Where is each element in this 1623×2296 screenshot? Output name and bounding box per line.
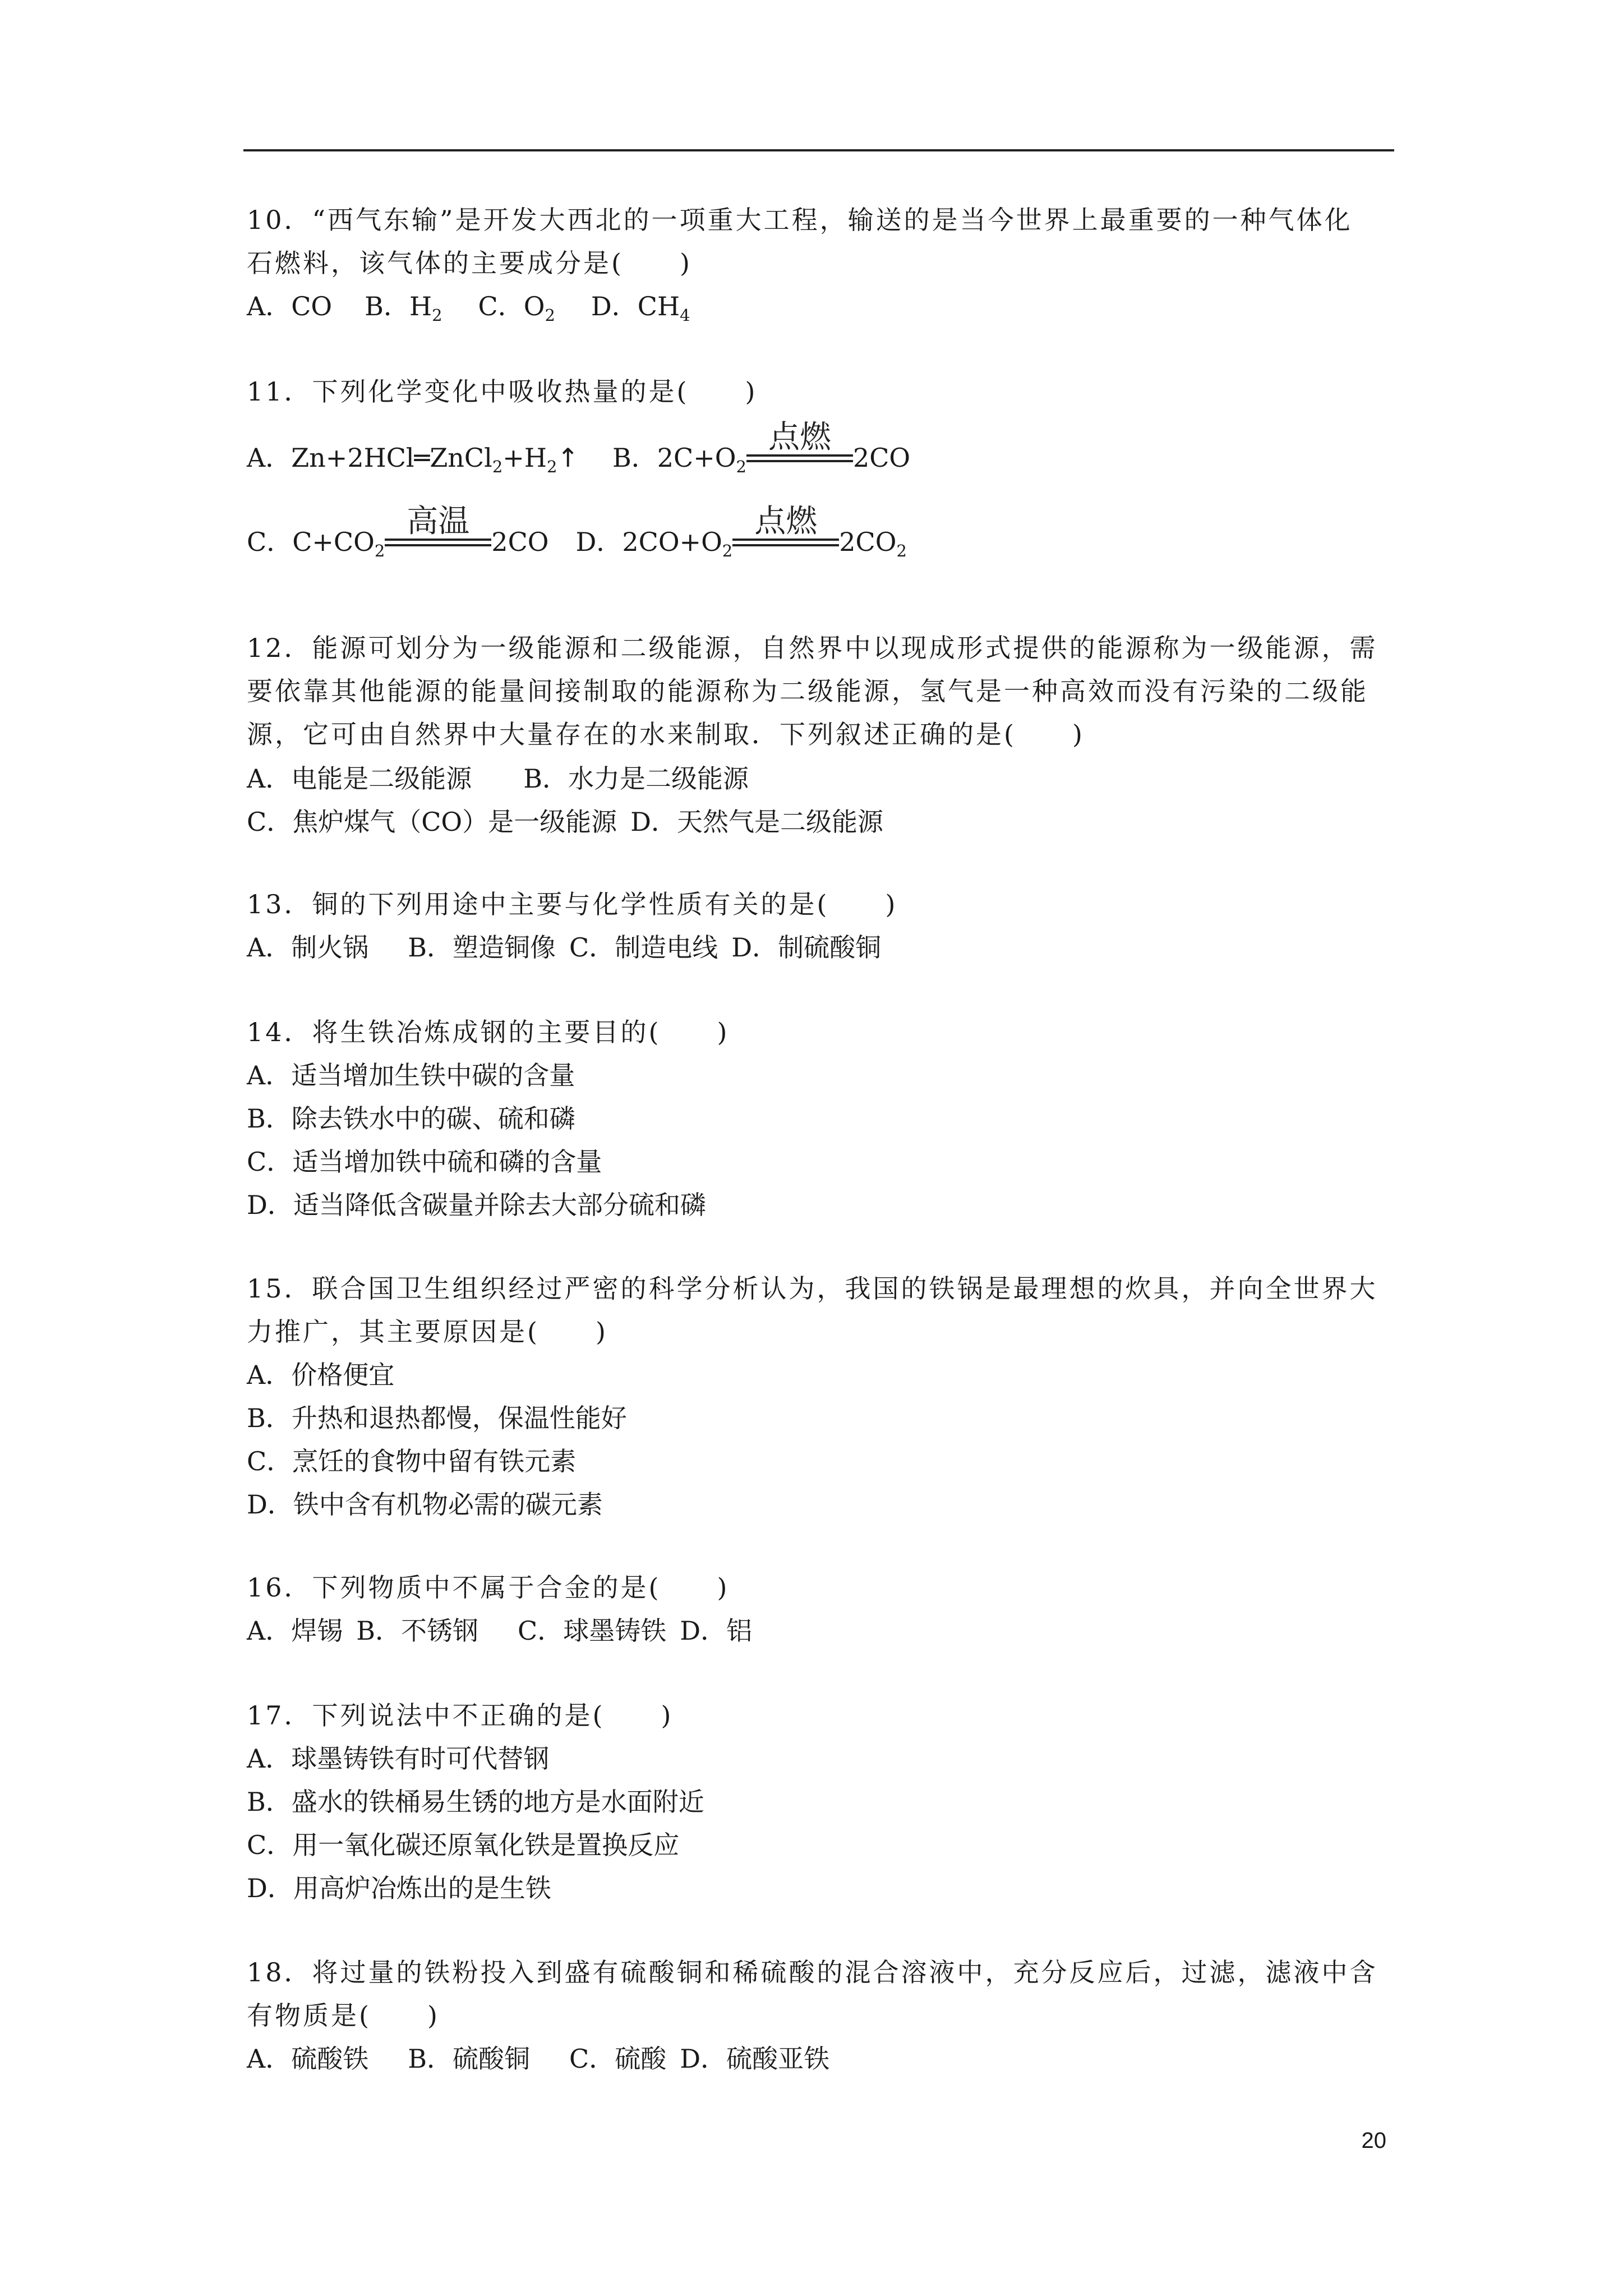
- option-d: D．$2CO+O_2$ 点燃 $2CO_2$: [575, 503, 907, 560]
- option-d: D．铝: [680, 1616, 753, 1646]
- option-b: B．$H_2$: [365, 291, 442, 325]
- option-a: A．电能是二级能源: [247, 763, 472, 794]
- question-stem: 源，它可由自然界中大量存在的水来制取．下列叙述正确的是( ): [247, 719, 1085, 749]
- option-c: C．$C+CO_2$ 高温 2CO: [247, 503, 549, 560]
- question-stem: 10．“西气东输”是开发大西北的一项重大工程，输送的是当今世界上最重要的一种气体化: [247, 205, 1353, 235]
- options-row: [247, 419, 911, 476]
- option-a: A．硫酸铁: [247, 2044, 369, 2074]
- option-b: B．升热和退热都慢，保温性能好: [247, 1403, 627, 1433]
- option-c: C．焦炉煤气（CO）是一级能源: [247, 807, 617, 837]
- option-d: D．天然气是二级能源: [630, 807, 883, 837]
- up-arrow-icon: ↑: [557, 443, 579, 473]
- option-d: D．制硫酸铜: [731, 932, 882, 963]
- question-stem: 石燃料，该气体的主要成分是( ): [247, 248, 692, 278]
- option-a: A．焊锡: [247, 1616, 343, 1646]
- options-row: [247, 762, 749, 795]
- option-b: B．塑造铜像: [408, 932, 556, 963]
- question-stem: 14．将生铁冶炼成钢的主要目的( ): [247, 1017, 730, 1047]
- question-stem: 要依靠其他能源的能量间接制取的能源称为二级能源，氢气是一种高效而没有污染的二级能: [247, 676, 1368, 706]
- reaction-condition: 点燃: [746, 441, 853, 475]
- options-row: [247, 2042, 829, 2076]
- question-stem: 12．能源可划分为一级能源和二级能源，自然界中以现成形式提供的能源称为一级能源，需: [247, 633, 1378, 663]
- options-row: [247, 289, 690, 323]
- option-a: A．价格便宜: [247, 1360, 395, 1390]
- options-row: [247, 805, 883, 839]
- page-number: 20: [1361, 2128, 1386, 2153]
- option-b: B．$2C+O_2$ 点燃 2CO: [612, 419, 911, 476]
- option-a: A．$Zn+2HCl═ZnCl_2+H_2↑$: [247, 443, 579, 476]
- question-stem: 13．铜的下列用途中主要与化学性质有关的是( ): [247, 889, 898, 919]
- option-d: D．适当降低含碳量并除去大部分硫和磷: [247, 1190, 706, 1220]
- option-d: D．铁中含有机物必需的碳元素: [247, 1489, 603, 1520]
- option-d: D．硫酸亚铁: [680, 2044, 830, 2074]
- question-stem: 17．下列说法中不正确的是( ): [247, 1700, 674, 1731]
- question-stem: 16．下列物质中不属于合金的是( ): [247, 1572, 730, 1603]
- option-c: C．硫酸: [569, 2044, 667, 2074]
- option-c: C．制造电线: [569, 932, 718, 963]
- option-c: C．烹饪的食物中留有铁元素: [247, 1446, 577, 1476]
- option-c: C．适当增加铁中硫和磷的含量: [247, 1147, 602, 1177]
- option-a: A．制火锅: [247, 932, 369, 963]
- option-b: B．盛水的铁桶易生锈的地方是水面附近: [247, 1787, 704, 1817]
- question-stem: 18．将过量的铁粉投入到盛有硫酸铜和稀硫酸的混合溶液中，充分反应后，过滤，滤液中含: [247, 1957, 1378, 1987]
- option-c: C．用一氧化碳还原氧化铁是置换反应: [247, 1830, 680, 1860]
- question-stem: 15．联合国卫生组织经过严密的科学分析认为，我国的铁锅是最理想的炊具，并向全世界大: [247, 1273, 1378, 1304]
- question-stem: 有物质是( ): [247, 2000, 440, 2031]
- reaction-condition: 高温: [385, 525, 491, 559]
- option-d: D．$CH_4$: [591, 291, 690, 325]
- question-stem: 力推广，其主要原因是( ): [247, 1317, 608, 1347]
- options-row: [247, 1614, 752, 1648]
- option-b: B．水力是二级能源: [523, 763, 749, 794]
- options-row: [247, 503, 907, 560]
- option-d: D．用高炉冶炼出的是生铁: [247, 1873, 551, 1903]
- option-a: A．球墨铸铁有时可代替钢: [247, 1743, 550, 1774]
- option-b: B．硫酸铜: [408, 2044, 531, 2074]
- option-a: A．适当增加生铁中碳的含量: [247, 1060, 575, 1091]
- option-b: B．不锈钢: [356, 1616, 479, 1646]
- header-rule: [243, 149, 1394, 151]
- reaction-condition: 点燃: [732, 525, 839, 559]
- options-row: [247, 931, 881, 964]
- option-a: A．CO: [247, 291, 333, 321]
- option-c: C．球墨铸铁: [518, 1616, 667, 1646]
- option-c: C．$O_2$: [478, 291, 555, 325]
- question-stem: 11．下列化学变化中吸收热量的是( ): [247, 376, 758, 407]
- option-b: B．除去铁水中的碳、硫和磷: [247, 1103, 575, 1134]
